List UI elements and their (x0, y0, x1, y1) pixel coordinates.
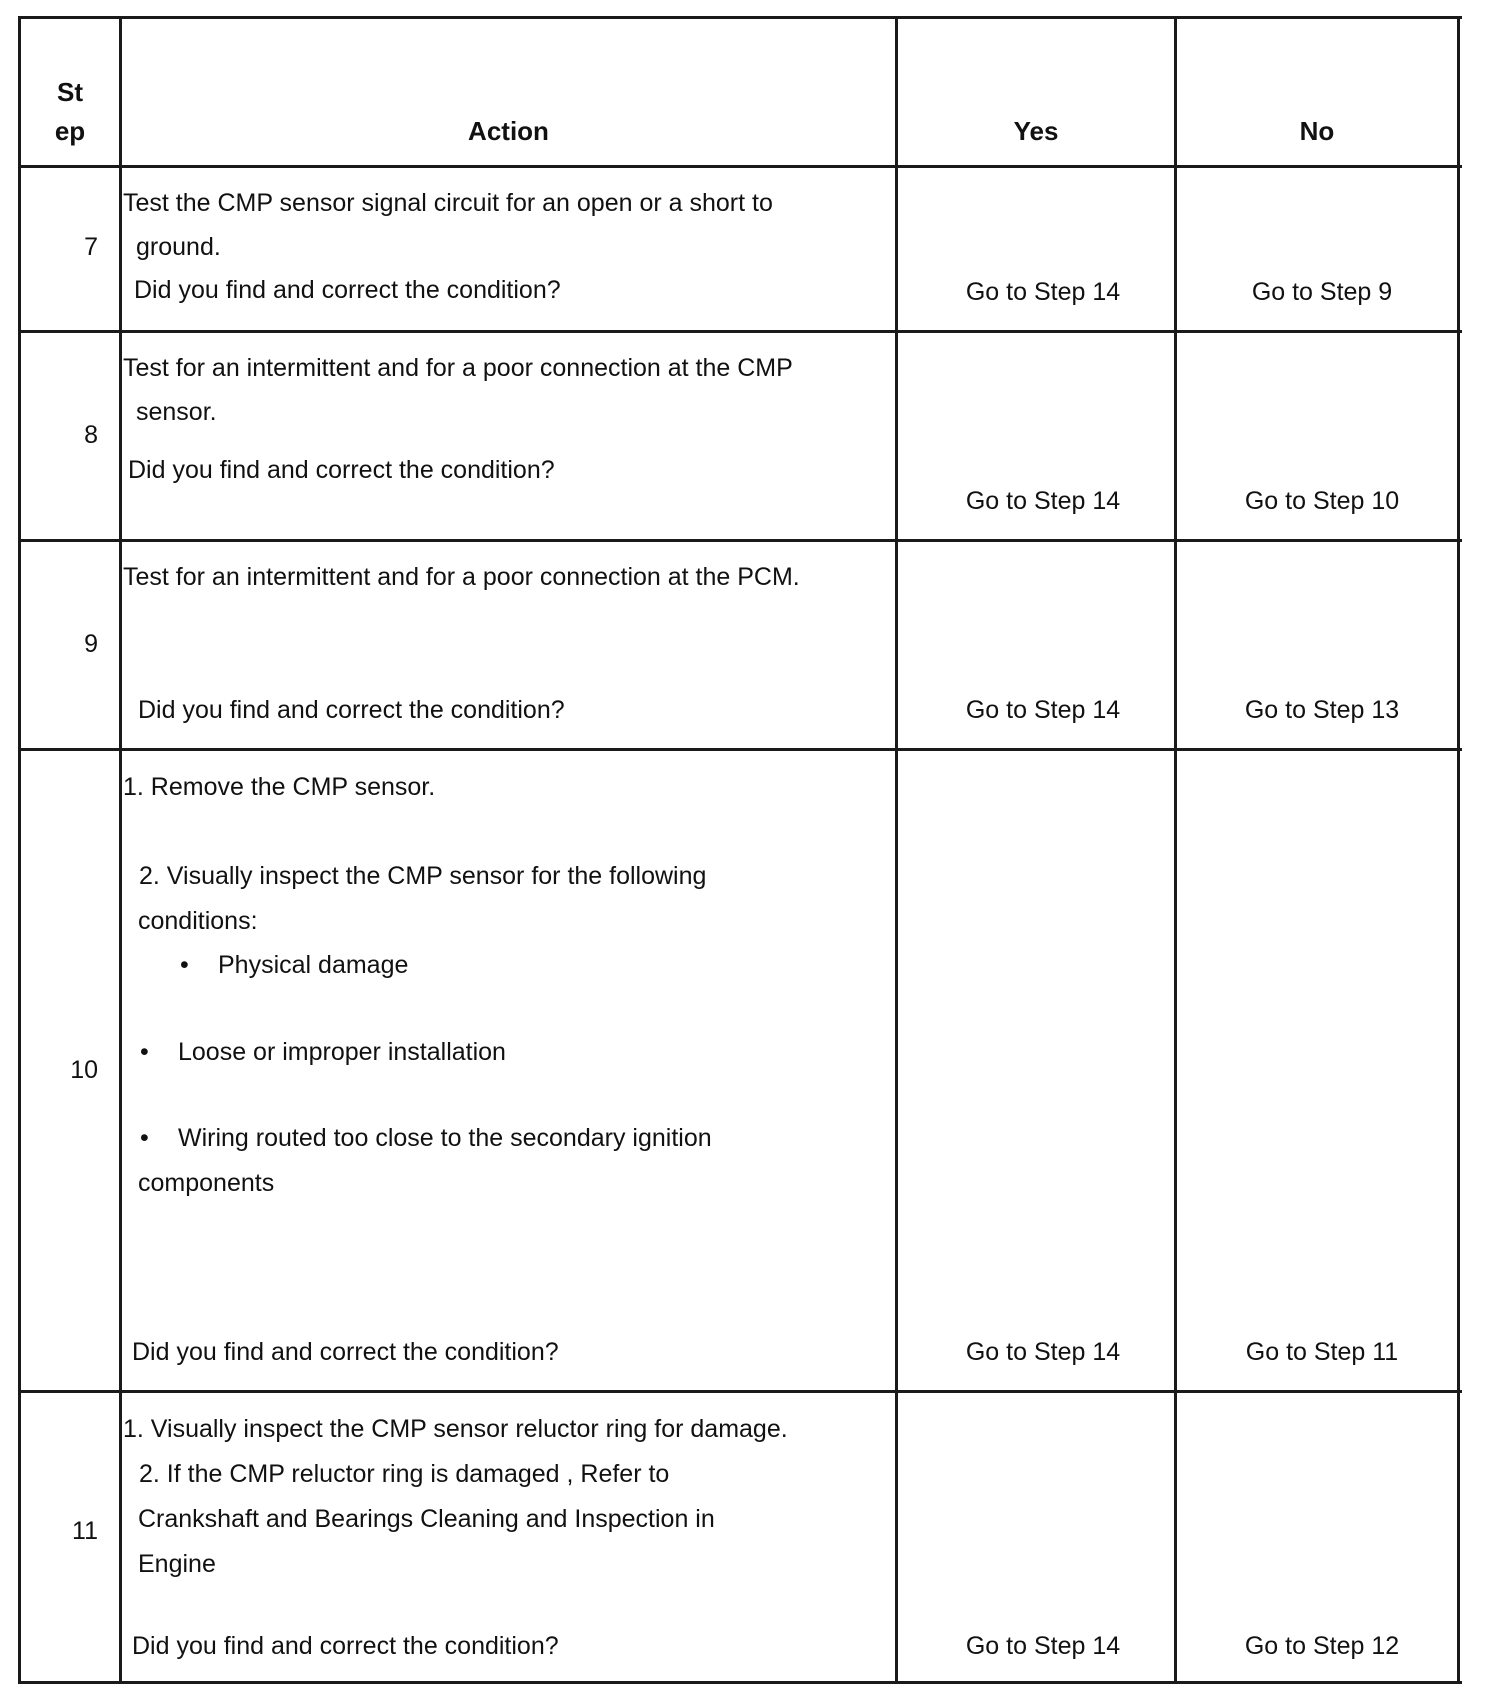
bullet-icon: • (140, 1124, 149, 1152)
table-border-bottom (18, 1681, 1462, 1684)
row-divider (18, 165, 1462, 168)
step-number: 11 (72, 1517, 98, 1545)
table-border-right (1457, 16, 1460, 1684)
action-question: Did you find and correct the condition? (128, 456, 555, 484)
action-text: Test for an intermittent and for a poor connection at the PCM. (123, 563, 800, 591)
row-divider (18, 748, 1462, 751)
action-question: Did you find and correct the condition? (132, 1632, 559, 1660)
step-number: 7 (84, 233, 98, 261)
table-border-left (18, 16, 21, 1684)
step-number: 9 (84, 630, 98, 658)
header-step-line1: St (57, 77, 83, 107)
bullet-icon: • (140, 1038, 149, 1066)
action-text: Loose or improper installation (178, 1038, 506, 1066)
column-divider (895, 16, 898, 1684)
action-text: Test the CMP sensor signal circuit for an open or a short to (123, 189, 773, 217)
step-number: 8 (84, 421, 98, 449)
yes-go-to-step: Go to Step 14 (965, 487, 1121, 515)
yes-go-to-step: Go to Step 14 (965, 1632, 1121, 1660)
yes-go-to-step: Go to Step 14 (965, 278, 1121, 306)
no-go-to-step: Go to Step 10 (1244, 487, 1400, 515)
row-divider (18, 539, 1462, 542)
no-go-to-step: Go to Step 12 (1244, 1632, 1400, 1660)
header-step-line2: ep (54, 116, 86, 146)
action-text: 2. Visually inspect the CMP sensor for the following (139, 862, 707, 890)
action-text: Physical damage (218, 951, 409, 979)
action-text: Engine (138, 1550, 216, 1578)
row-divider (18, 330, 1462, 333)
action-question: Did you find and correct the condition? (132, 1338, 559, 1366)
row-divider (18, 1390, 1462, 1393)
action-text: 1. Remove the CMP sensor. (123, 773, 436, 801)
header-action: Action (468, 116, 549, 146)
action-text: Wiring routed too close to the secondary ignition (178, 1124, 712, 1152)
action-question: Did you find and correct the condition? (138, 696, 565, 724)
action-text: 2. If the CMP reluctor ring is damaged , Refer to (139, 1460, 670, 1488)
yes-go-to-step: Go to Step 14 (965, 1338, 1121, 1366)
action-text: Test for an intermittent and for a poor connection at the CMP (123, 354, 793, 382)
bullet-icon: • (180, 951, 189, 979)
no-go-to-step: Go to Step 11 (1245, 1338, 1399, 1366)
column-divider (1174, 16, 1177, 1684)
action-text: Crankshaft and Bearings Cleaning and Inspection in (138, 1505, 715, 1533)
action-text: 1. Visually inspect the CMP sensor reluctor ring for damage. (123, 1415, 788, 1443)
yes-go-to-step: Go to Step 14 (965, 696, 1121, 724)
action-text: components (138, 1169, 275, 1197)
no-go-to-step: Go to Step 9 (1251, 278, 1393, 306)
table-border-top (18, 16, 1462, 19)
header-yes: Yes (1013, 116, 1059, 146)
no-go-to-step: Go to Step 13 (1244, 696, 1400, 724)
action-question: Did you find and correct the condition? (134, 276, 561, 304)
steps-table (18, 16, 1462, 1684)
action-text: ground. (136, 233, 221, 261)
action-text: conditions: (138, 907, 258, 935)
header-no: No (1299, 116, 1335, 146)
step-number: 10 (70, 1056, 98, 1084)
action-text: sensor. (136, 398, 217, 426)
column-divider (119, 16, 122, 1684)
